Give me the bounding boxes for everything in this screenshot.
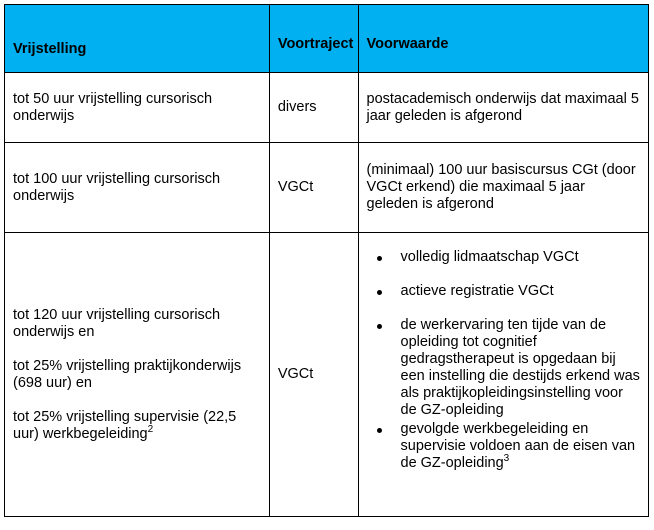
bullet-icon xyxy=(377,290,382,295)
condition-text: gevolgde werkbegeleiding en supervisie voldoen aan de eisen van de GZ-opleiding xyxy=(400,421,636,471)
cell-voorwaarde: (minimaal) 100 uur basiscursus CGt (door VGCt erkend) die maximaal 5 jaar geleden is afgerond xyxy=(358,143,649,233)
condition-text: volledig lidmaatschap VGCt xyxy=(400,249,579,265)
list-item xyxy=(401,283,643,300)
table-row xyxy=(5,233,649,517)
footnote-ref: 2 xyxy=(147,423,154,435)
condition-text: actieve registratie VGCt xyxy=(400,283,554,299)
table-header-row xyxy=(5,5,649,73)
cell-voortraject: VGCt xyxy=(269,143,358,233)
bullet-icon xyxy=(377,428,382,433)
bullet-icon xyxy=(377,256,382,261)
cell-voorwaarde: postacademisch onderwijs dat maximaal 5 jaar geleden is afgerond xyxy=(358,73,649,143)
cell-vrijstelling xyxy=(5,233,270,517)
cell-voortraject: VGCt xyxy=(269,233,358,517)
table-row xyxy=(5,73,649,143)
list-item xyxy=(401,421,643,472)
list-item xyxy=(401,249,643,266)
exemption-table-container xyxy=(4,4,649,517)
list-item xyxy=(401,317,643,419)
table-row xyxy=(5,143,649,233)
cell-voortraject: divers xyxy=(269,73,358,143)
exemption-text: (698 uur) en xyxy=(13,374,92,391)
exemption-table xyxy=(4,4,649,517)
condition-text: de werkervaring ten tijde van de opleiding tot cognitief gedragstherapeut is opgedaan bij een instelling die destijds erkend was als praktijkopleidingsinstelling voor de GZ-opleiding xyxy=(400,317,640,418)
bullet-icon xyxy=(377,324,382,329)
header-voortraject: Voortraject xyxy=(269,5,358,73)
exemption-line xyxy=(13,358,261,392)
exemption-line xyxy=(13,409,261,443)
exemption-line: tot 120 uur vrijstelling cursorisch onderwijs en xyxy=(13,306,221,340)
footnote-ref: 3 xyxy=(503,453,510,464)
condition-list xyxy=(367,249,643,472)
cell-voorwaarde-list xyxy=(358,233,649,517)
cell-vrijstelling: tot 50 uur vrijstelling cursorisch onderwijs xyxy=(5,73,270,143)
cell-vrijstelling: tot 100 uur vrijstelling cursorisch onderwijs xyxy=(5,143,270,233)
header-vrijstelling: Vrijstelling xyxy=(5,5,270,73)
exemption-text: tot 25% vrijstelling supervisie (22,5 uur) werkbegeleiding xyxy=(13,408,237,442)
header-voorwaarde: Voorwaarde xyxy=(358,5,649,73)
exemption-text: tot 25% vrijstelling praktijkonderwijs xyxy=(13,357,242,374)
